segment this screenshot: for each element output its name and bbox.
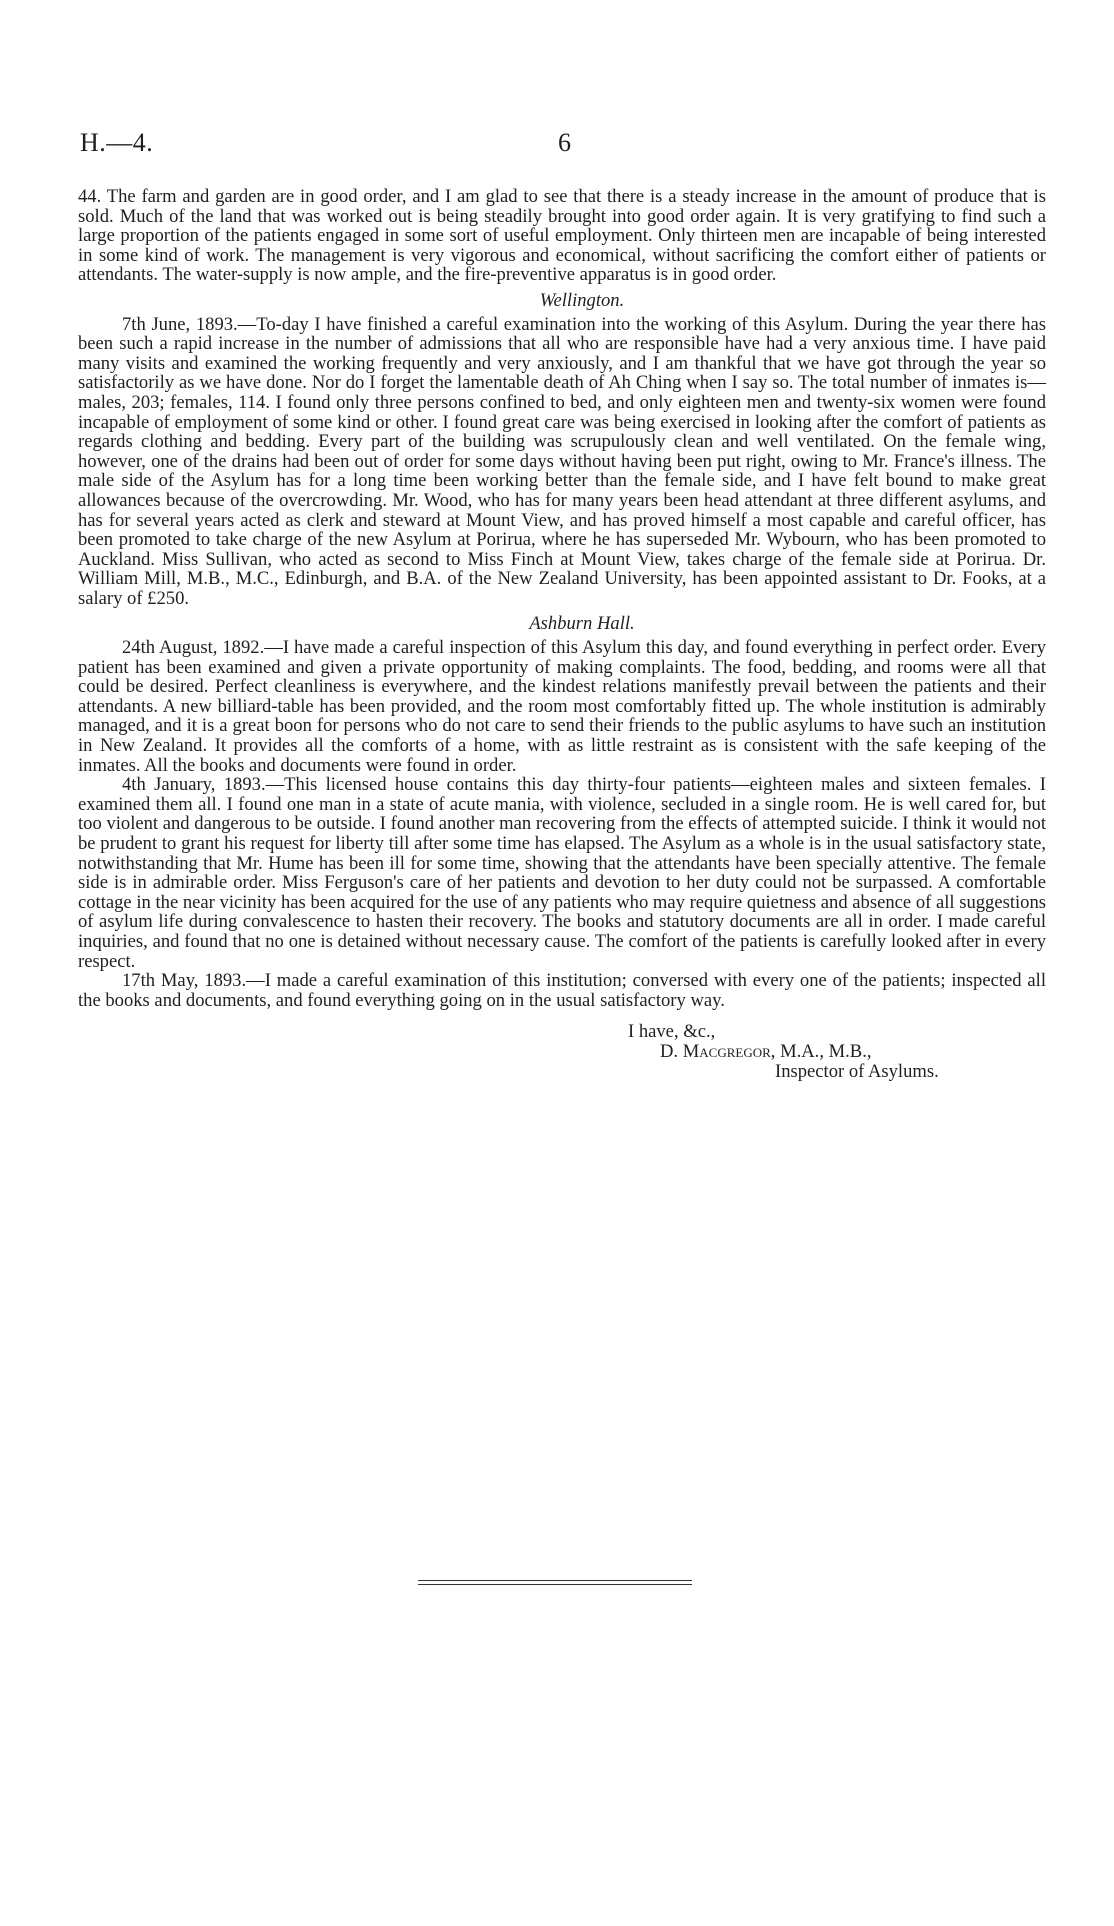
signature-title: Inspector of Asylums. bbox=[775, 1060, 939, 1082]
signature-name-line bbox=[78, 1042, 1046, 1062]
page-number: 6 bbox=[558, 128, 571, 157]
signature-name: D. Macgregor bbox=[660, 1040, 771, 1062]
page-header bbox=[80, 128, 1042, 168]
paragraph-44: 44. The farm and garden are in good order, and I am glad to see that there is a steady increase in the amount of produce that is sold. Much of the land that was worked out is being steadily brought into good order again. It is very gratifying to find such a large proportion of the patients engaged in some sort of useful employment. Only thirteen men are incapable of being interested in some kind of work. The management is very vigorous and economical, without sacrificing the comfort either of patients or attendants. The water-supply is now ample, and the fire-preventive apparatus is in good order. bbox=[78, 186, 1046, 286]
ashburn-paragraph-3: 17th May, 1893.—I made a careful examination of this institution; conversed with every one of the patients; inspected all the books and documents, and found everything going on in the usual satisfactory way. bbox=[78, 970, 1046, 1011]
signature-degrees: , M.A., M.B., bbox=[770, 1040, 872, 1062]
ashburn-paragraph-1: 24th August, 1892.—I have made a careful inspection of this Asylum this day, and found everything in perfect order. Every patient has been examined and given a private opportunity of making complaints. The food, bedding, and rooms were all that could be desired. Perfect cleanliness is everywhere, and the kindest relations manifestly prevail between the patients and their attendants. A new billiard-table has been provided, and the room most comfortably fitted up. The whole institution is admirably managed, and it is a great boon for persons who do not care to send their friends to the public asylums to have such an institution in New Zealand. It provides all the comforts of a home, with as little restraint as is consistent with the safe keeping of the inmates. All the books and documents were found in order. bbox=[78, 637, 1046, 776]
closing-rule-top bbox=[418, 1580, 692, 1581]
closing-rule-bottom bbox=[418, 1584, 692, 1585]
wellington-paragraph-1: 7th June, 1893.—To-day I have finished a careful examination into the working of this Asylum. During the year there has been such a rapid increase in the number of admissions that all who are responsible have had a very anxious time. I have paid many visits and examined the working frequently and very anxiously, and I am thankful that we have got through the year so satisfactorily as we have done. Nor do I forget the lamentable death of Ah Ching when I say so. The total number of inmates is—males, 203; females, 114. I found only three persons confined to bed, and only eighteen men and twenty-six women were found incapable of employment of some kind or other. I found great care was being exercised in looking after the comfort of patients as regards clothing and bedding. Every part of the building was scrupulously clean and well ventilated. On the female wing, however, one of the drains had been out of order for some days without having been put right, owing to Mr. France's illness. The male side of the Asylum has for a long time been working better than the female side, and I have felt bound to make great allowances because of the overcrowding. Mr. Wood, who has for many years been head attendant at three different asylums, and has for several years acted as clerk and steward at Mount View, and has proved himself a most capable and careful officer, has been promoted to take charge of the new Asylum at Porirua, where he has superseded Mr. Wybourn, who has been promoted to Auckland. Miss Sullivan, who acted as second to Miss Finch at Mount View, takes charge of the female side at Porirua. Dr. William Mill, M.B., M.C., Edinburgh, and B.A. of the New Zealand University, has been appointed assistant to Dr. Fooks, at a salary of £250. bbox=[78, 313, 1046, 609]
ashburn-paragraph-2: 4th January, 1893.—This licensed house contains this day thirty-four patients—eighteen males and sixteen females. I examined them all. I found one man in a state of acute mania, with violence, secluded in a single room. He is well cared for, but too violent and dangerous to be outside. I found another man recovering from the effects of attempted suicide. I think it would not be prudent to grant his request for liberty till after some time has elapsed. The Asylum as a whole is in the usual satisfactory state, notwithstanding that Mr. Hume has been ill for some time, showing that the attendants have been specially attentive. The female side is in admirable order. Miss Ferguson's care of her patients and devotion to her duty could not be surpassed. A comfortable cottage in the near vicinity has been acquired for the use of any patients who may require quietness and absence of all suggestions of asylum life during convalescence to hasten their recovery. The books and statutory documents are all in order. I made careful inquiries, and found that no one is detained without necessary cause. The comfort of the patients is carefully looked after in every respect. bbox=[78, 774, 1046, 972]
signature-salutation: I have, &c., bbox=[628, 1021, 716, 1043]
section-heading-wellington: Wellington. bbox=[539, 289, 625, 311]
signature-block bbox=[78, 1022, 1046, 1081]
section-heading-ashburn-hall: Ashburn Hall. bbox=[529, 613, 635, 635]
body-text bbox=[78, 187, 1046, 1081]
document-reference: H.—4. bbox=[80, 128, 154, 157]
